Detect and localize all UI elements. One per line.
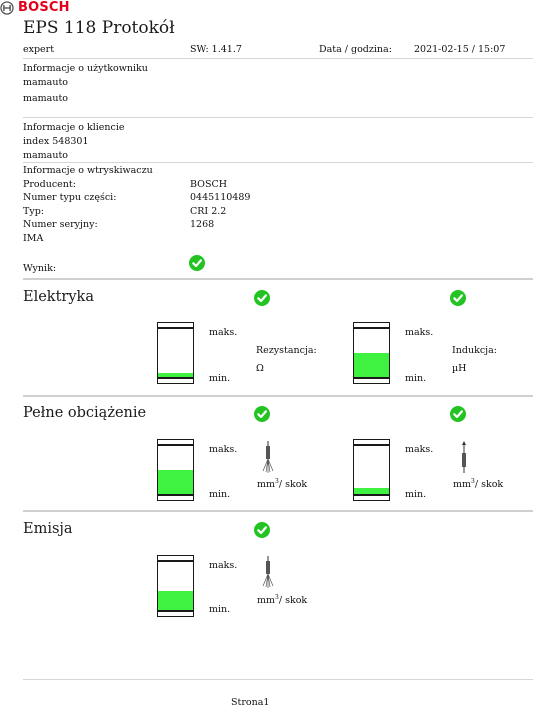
client-info-line: mamauto — [23, 150, 68, 161]
gauge-max-label: maks. — [209, 444, 238, 455]
user-info-line: mamauto — [23, 77, 68, 88]
client-info-line: index 548301 — [23, 136, 89, 147]
gauge-min-label: min. — [209, 489, 231, 500]
gauge-max-label: maks. — [405, 444, 434, 455]
injector-row-value: CRI 2.2 — [190, 206, 227, 217]
divider — [23, 395, 533, 397]
injector-info-heading: Informacje o wtryskiwaczu — [23, 165, 153, 176]
divider — [23, 162, 533, 163]
gauge-min-label: min. — [209, 373, 231, 384]
check-icon — [450, 290, 466, 306]
injector-row-value: 0445110489 — [190, 192, 251, 203]
injector-row-label: Numer typu części: — [23, 192, 117, 203]
divider — [23, 58, 533, 59]
divider — [23, 278, 533, 280]
check-icon — [254, 522, 270, 538]
inductance-label: Indukcja: — [452, 345, 497, 356]
injector-return-icon — [457, 441, 471, 475]
divider — [23, 510, 533, 512]
injector-row-label: Numer seryjny: — [23, 219, 98, 230]
full-load-gauge — [157, 439, 194, 501]
check-icon — [189, 255, 205, 271]
emission-gauge — [157, 555, 194, 617]
unit-label: $mm^3/$ skok — [453, 478, 504, 491]
bosch-armature-icon — [0, 1, 14, 15]
injector-row-label: IMA — [23, 233, 44, 244]
software-version: SW: 1.41.7 — [190, 44, 242, 55]
inductance-gauge — [353, 322, 390, 384]
date-label: Data / godzina: — [319, 44, 392, 55]
check-icon — [450, 406, 466, 422]
mode-label: expert — [23, 44, 55, 55]
gauge-min-label: min. — [405, 373, 427, 384]
check-icon — [254, 406, 270, 422]
gauge-min-label: min. — [209, 604, 231, 615]
page-title: EPS 118 Protokół — [23, 18, 175, 38]
divider — [23, 679, 533, 680]
unit-label: $mm^3/$ skok — [257, 594, 308, 607]
user-info-heading: Informacje o użytkowniku — [23, 63, 148, 74]
page-number: Strona1 — [231, 697, 270, 708]
client-info-heading: Informacje o kliencie — [23, 122, 125, 133]
brand-name: BOSCH — [18, 0, 70, 15]
bosch-logo — [0, 0, 555, 15]
section-title-full-load: Pełne obciążenie — [23, 405, 147, 421]
full-load-return-gauge — [353, 439, 390, 501]
inductance-unit: µH — [452, 363, 467, 374]
injector-row-label: Typ: — [23, 206, 44, 217]
result-label: Wynik: — [23, 263, 57, 274]
user-info-line: mamauto — [23, 93, 68, 104]
resistance-unit: Ω — [256, 363, 264, 374]
injector-row-value: BOSCH — [190, 179, 228, 190]
date-value: 2021-02-15 / 15:07 — [414, 44, 506, 55]
resistance-label: Rezystancja: — [256, 345, 317, 356]
unit-label: $mm^3/$ skok — [257, 478, 308, 491]
injector-row-label: Producent: — [23, 179, 76, 190]
gauge-max-label: maks. — [209, 560, 238, 571]
check-icon — [254, 290, 270, 306]
injector-row-value: 1268 — [190, 219, 215, 230]
gauge-max-label: maks. — [209, 327, 238, 338]
gauge-min-label: min. — [405, 489, 427, 500]
gauge-max-label: maks. — [405, 327, 434, 338]
divider — [23, 117, 533, 118]
section-title-elektryka: Elektryka — [23, 289, 94, 305]
resistance-gauge — [157, 322, 194, 384]
injector-spray-icon — [261, 441, 275, 475]
injector-spray-icon — [261, 556, 275, 590]
section-title-emission: Emisja — [23, 521, 73, 537]
